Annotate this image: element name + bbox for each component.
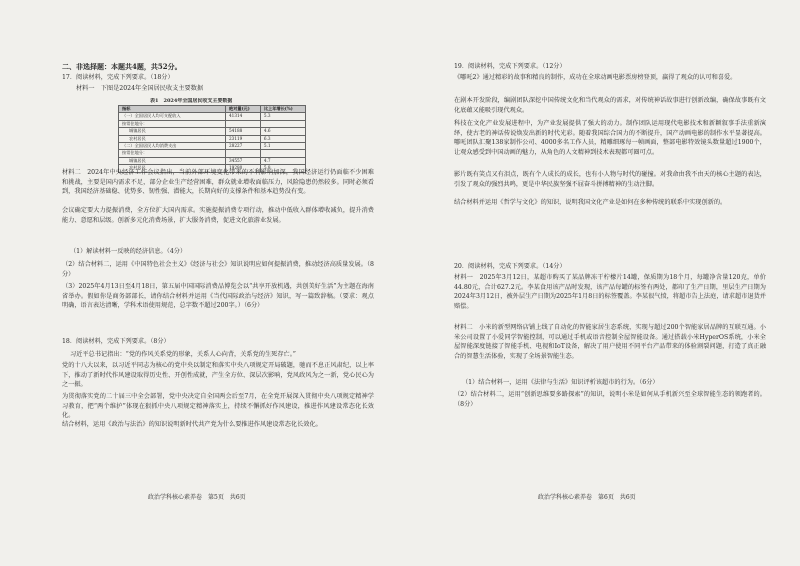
table-row	[119, 120, 306, 127]
table-cell: 农村居民	[119, 135, 226, 142]
q17-material2-para2: 会议确定要大力提振消费，全方位扩大国内需求。实施提振消费专项行动，推动中低收入群体增收减负，提升消费能力、意愿和层级。创新多元化消费场景，扩大服务消费，促进文化旅游业发展。	[62, 207, 374, 224]
table-header: 指标	[119, 106, 226, 113]
income-table-caption: 表1 2024年全国居民收支主要数据	[150, 98, 233, 104]
q17-sub3: （3）2025年4月13日至4月18日，第五届中国国际消费品博览会以“共享开放机遇，共创美好生活”为主题在海南省举办。假如你是商务部部长，请你结合材料并运用《当代国际政治与经济》知识，写一篇致辞稿。（要求：观点明确，语言表达清晰，学科术语使用规范，总字数不超过200字。）（6分）	[62, 283, 374, 310]
table-cell: 41314	[226, 113, 261, 120]
table-cell: 6.3	[260, 135, 305, 142]
table-cell: （一）全国居民人均可支配收入	[119, 113, 226, 120]
table-cell	[226, 150, 261, 157]
table-row	[119, 135, 306, 142]
q17-sub2: （2）结合材料二，运用《中国特色社会主义》《经济与社会》知识说明应如何提振消费，推动经济高质量发展。（8分）	[62, 261, 374, 278]
right-page	[400, 0, 800, 566]
table-cell: 54188	[226, 128, 261, 135]
q19-para1: 《哪吒2》通过精彩的故事和精良的制作，成功在全球动画电影票房榜登顶，赢得了观众的认可和喜爱。	[454, 74, 737, 81]
table-cell: 4.6	[260, 128, 305, 135]
page-footer-right: 政治学科核心素养卷 第6页 共6页	[538, 494, 636, 501]
table-cell	[226, 120, 261, 127]
q18-para2: 党的十八大以来，以习近平同志为核心的党中央以制定和落实中央八项规定开局破题，驰而不息正风肃纪，以上率下，推动了新时代作风建设取得历史性、开创性成就，产生全方位、深层次影响，党风政风为之一新，党心民心为之一振。	[62, 362, 374, 389]
table-cell: （二）全国居民人均消费支出	[119, 143, 226, 150]
table-row	[119, 113, 306, 120]
table-cell: 城镇居民	[119, 157, 226, 164]
q19-title: 19．阅读材料，完成下列要求。（12分）	[454, 63, 566, 70]
q17-material1-intro: 材料一 下图是2024年全国居民收支主要数据	[76, 85, 204, 92]
table-cell: 农村居民	[119, 165, 226, 172]
q18-requirement: 结合材料，运用《政治与法治》的知识说明新时代共产党为什么要推进作风建设常态化长效化。	[62, 421, 322, 428]
q19-requirement: 结合材料并运用《哲学与文化》的知识，说明我国文化产业是如何在多种传统的联系中实现创新的。	[454, 199, 727, 206]
q17-material2-para1: 材料二 2024年中央经济工作会议指出，当前外部环境变化带来的不利影响加深，我国经济运行仍面临不少困难和挑战，主要是国内需求不足，部分企业生产经营困难，群众就业增收面临压力，风险隐患仍然较多。同时必须看到，我国经济基础稳、优势多、韧性强、潜能大，长期向好的支撑条件和基本趋势没有变。	[62, 169, 374, 196]
q17-title: 17．阅读材料，完成下列要求。（18分）	[62, 74, 174, 81]
q17-sub1: （1）解读材料一反映的经济信息。（4分）	[70, 248, 187, 255]
table-cell: 28227	[226, 143, 261, 150]
q18-para1: 习近平总书记指出：“党的作风关系党的形象，关系人心向背，关系党的生死存亡。”	[70, 351, 296, 358]
q20-material1: 材料一 2025年3月12日，某超市购买了某品牌冻干柠檬片14罐，保质期为18个月，每罐净含量120克，单价44.80元，合计627.2元。李某食用该产品时发现，该产品每罐的标签有两处，都印了生产日期，里层生产日期为2024年3月12日，被外层生产日期为2025年1月8日的标签覆盖。李某很气愤，将超市告上法庭，请求超市退货并赔偿。	[454, 274, 766, 310]
table-cell	[260, 120, 305, 127]
table-cell: 19280	[226, 165, 261, 172]
table-cell: 按常住地分：	[119, 120, 226, 127]
table-cell: 4.7	[260, 157, 305, 164]
table-row	[119, 128, 306, 135]
q19-para4: 影片既有笑点又有泪点，既有个人成长的成长，也有小人物与时代的碰撞。对我命由我不由天的核心主题的表达，引发了观众的强烈共鸣，更是中华民族坚强不屈奋斗拼搏精神的生动注脚。	[454, 171, 766, 188]
table-cell: 按常住地分：	[119, 150, 226, 157]
q18-title: 18．阅读材料，完成下列要求。（8分）	[62, 338, 170, 345]
table-header-row	[119, 106, 306, 113]
table-header: 比上年增长(%)	[260, 106, 305, 113]
table-cell: 5.8	[260, 165, 305, 172]
table-cell	[260, 150, 305, 157]
table-cell: 5.3	[260, 113, 305, 120]
table-row	[119, 150, 306, 157]
q20-sub2: （2）结合材料二，运用“创新思维要多路探索”的知识，说明小米是如何从手机新兴至全球智能生态的领跑者的。（8分）	[454, 391, 766, 408]
page-footer-left: 政治学科核心素养卷 第5页 共6页	[148, 494, 246, 501]
table-cell: 34557	[226, 157, 261, 164]
income-table	[118, 105, 306, 173]
q20-material2: 材料二 小米的新型网络店铺上线了自动化的智能家居生态系统，实现与超过200个智能家居品牌的互联互通。小米公司设置了小爱同学智能控制，可以通过手机或语音控制全屋智能设备。通过搭载小米HyperOS系统，小米全屋智能深度链接了智能手机、电视和IoT设备，解决了用户使用不同平台产品带来的体验割裂问题，打造了真正融合的智慧生活体验，实现了全场景智能生态。	[454, 324, 766, 360]
table-cell: 23119	[226, 135, 261, 142]
q20-sub1: （1）结合材料一，运用《法律与生活》知识评析该超市的行为。（6分）	[462, 379, 659, 386]
q19-para2: 在剧本开发阶段，编剧团队深挖中国传统文化和当代观众的需求，对传统神话故事进行创新改编，确保故事既有文化底蕴又能吸引现代观众。	[454, 97, 766, 114]
q19-para3: 科技在文化产业发展进程中，为产业发展提供了强大的动力。制作团队运用现代电影技术和新颖叙事手法重新演绎，使古老的神话传说焕发出新的时代光彩。随着我国综合国力的不断提升，国产动画电影的制作水平显著提高。哪吒团队汇聚138家制作公司、4000多名工作人员，精雕细琢每一帧画面，整部电影特效镜头数量超过1900个，让观众感受到中国动画的魅力，从角色的人文精神到技术表现都可圈可点。	[454, 120, 766, 156]
q18-para3: 为贯彻落实党的二十届三中全会部署，党中央决定自全国两会后至7月，在全党开展深入贯彻中央八项规定精神学习教育，把“两个维护”体现在狠抓中央八项规定精神落实上，持续不懈抓好作风建设，推进作风建设常态化长效化。	[62, 393, 374, 420]
table-cell: 城镇居民	[119, 128, 226, 135]
table-header: 绝对量(元)	[226, 106, 261, 113]
table-cell: 5.1	[260, 143, 305, 150]
section-heading: 二、非选择题：本题共4题，共52分。	[62, 62, 182, 71]
table-row	[119, 157, 306, 164]
table-row	[119, 143, 306, 150]
q20-title: 20．阅读材料，完成下列要求。（14分）	[454, 263, 566, 270]
